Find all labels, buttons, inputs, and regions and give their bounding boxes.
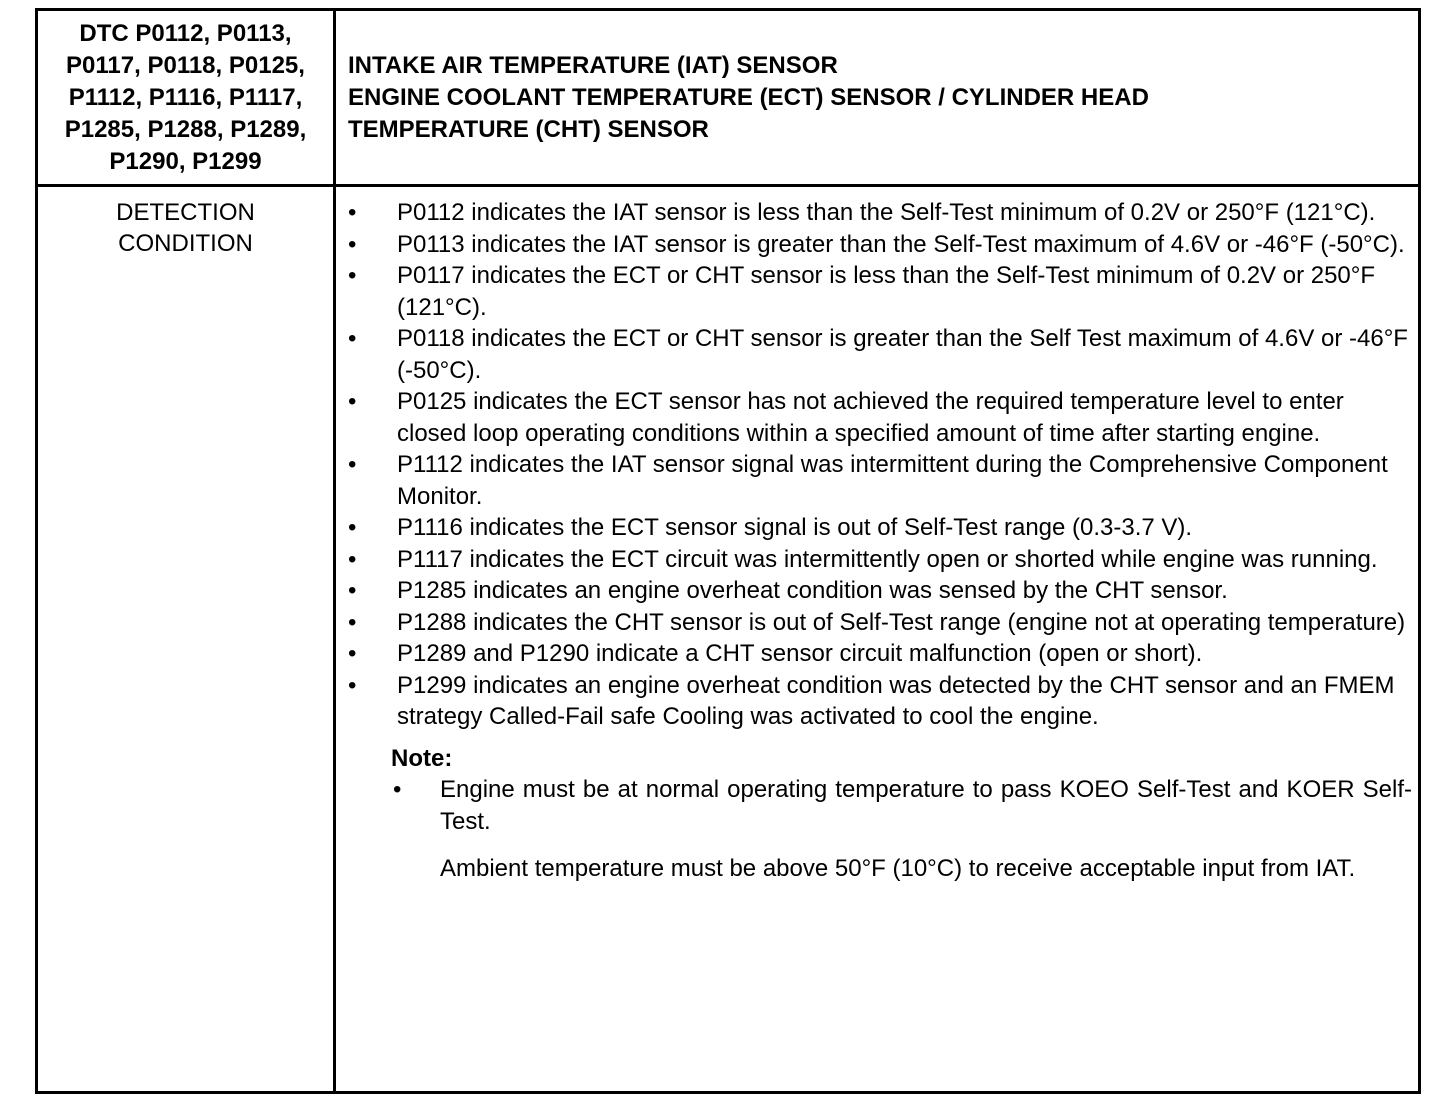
note-item: • Engine must be at normal operating temperature to pass KOEO Self-Test and KOER Self-Test. bbox=[393, 776, 1412, 835]
list-item: • P1116 indicates the ECT sensor signal is out of Self-Test range (0.3-3.7 V). bbox=[336, 512, 1412, 544]
dtc-codes-cell bbox=[38, 11, 333, 184]
bullet-icon: • bbox=[348, 199, 357, 226]
bullet-icon: • bbox=[348, 577, 357, 604]
bullet-icon: • bbox=[348, 514, 357, 541]
bullet-icon: • bbox=[348, 671, 357, 699]
list-item: • P1289 and P1290 indicate a CHT sensor circuit malfunction (open or short). bbox=[336, 638, 1412, 670]
list-item: • P0112 indicates the IAT sensor is less than the Self-Test minimum of 0.2V or 250°F (121°C). bbox=[336, 197, 1412, 229]
bullet-icon: • bbox=[348, 608, 357, 636]
dtc-codes-line: P1112, P1116, P1117, bbox=[68, 83, 303, 111]
detection-condition-label: DETECTION CONDITION bbox=[116, 199, 255, 257]
bullet-icon: • bbox=[348, 640, 357, 667]
sensor-title-cell bbox=[348, 11, 1408, 184]
bullet-icon: • bbox=[393, 776, 402, 803]
list-item: • P1112 indicates the IAT sensor signal was intermittent during the Comprehensive Component Monitor. bbox=[348, 451, 1388, 510]
list-item: • P0113 indicates the IAT sensor is greater than the Self-Test maximum of 4.6V or -46°F (-50°C). bbox=[336, 229, 1412, 261]
note-title: Note: bbox=[391, 744, 453, 772]
list-item: • P0118 indicates the ECT or CHT sensor is greater than the Self Test maximum of 4.6V or -46°F (-50°C). bbox=[348, 325, 1408, 384]
sensor-title-line: INTAKE AIR TEMPERATURE (IAT) SENSOR bbox=[348, 51, 838, 79]
list-item: • P1299 indicates an engine overheat condition was detected by the CHT sensor and an FMEM strategy Called-Fail safe Cooling was activated to cool the engine. bbox=[348, 671, 1395, 730]
bullet-icon: • bbox=[348, 262, 357, 289]
note-block bbox=[336, 743, 1412, 885]
sensor-title-line: ENGINE COOLANT TEMPERATURE (ECT) SENSOR / CYLINDER HEAD bbox=[348, 83, 1149, 111]
bullet-icon: • bbox=[348, 451, 357, 478]
dtc-table bbox=[35, 8, 1421, 1094]
condition-list bbox=[336, 197, 1412, 733]
bullet-icon: • bbox=[348, 388, 357, 415]
bullet-icon: • bbox=[348, 545, 357, 573]
bullet-icon: • bbox=[348, 325, 357, 352]
detection-condition-body bbox=[336, 197, 1412, 885]
list-item: • P0125 indicates the ECT sensor has not achieved the required temperature level to enter closed loop operating conditions within a specified amount of time after starting engine. bbox=[348, 388, 1344, 447]
dtc-codes-line: P1285, P1288, P1289, bbox=[64, 115, 307, 143]
dtc-codes-line: P1290, P1299 bbox=[109, 147, 262, 175]
dtc-codes-line: P0117, P0118, P0125, bbox=[66, 51, 305, 79]
list-item: • P1117 indicates the ECT circuit was intermittently open or shorted while engine was running. bbox=[336, 544, 1412, 576]
dtc-codes-line: DTC P0112, P0113, bbox=[79, 19, 292, 47]
sensor-title-line: TEMPERATURE (CHT) SENSOR bbox=[348, 115, 709, 143]
list-item: • P0117 indicates the ECT or CHT sensor is less than the Self-Test minimum of 0.2V or 250°F (121°C). bbox=[348, 262, 1376, 321]
note-paragraph: Ambient temperature must be above 50°F (10°C) to receive acceptable input from IAT. bbox=[440, 855, 1356, 882]
bullet-icon: • bbox=[348, 230, 357, 258]
list-item: • P1285 indicates an engine overheat condition was sensed by the CHT sensor. bbox=[336, 575, 1412, 607]
list-item: • P1288 indicates the CHT sensor is out of Self-Test range (engine not at operating temperature) bbox=[336, 607, 1412, 639]
row-divider bbox=[38, 184, 1418, 187]
